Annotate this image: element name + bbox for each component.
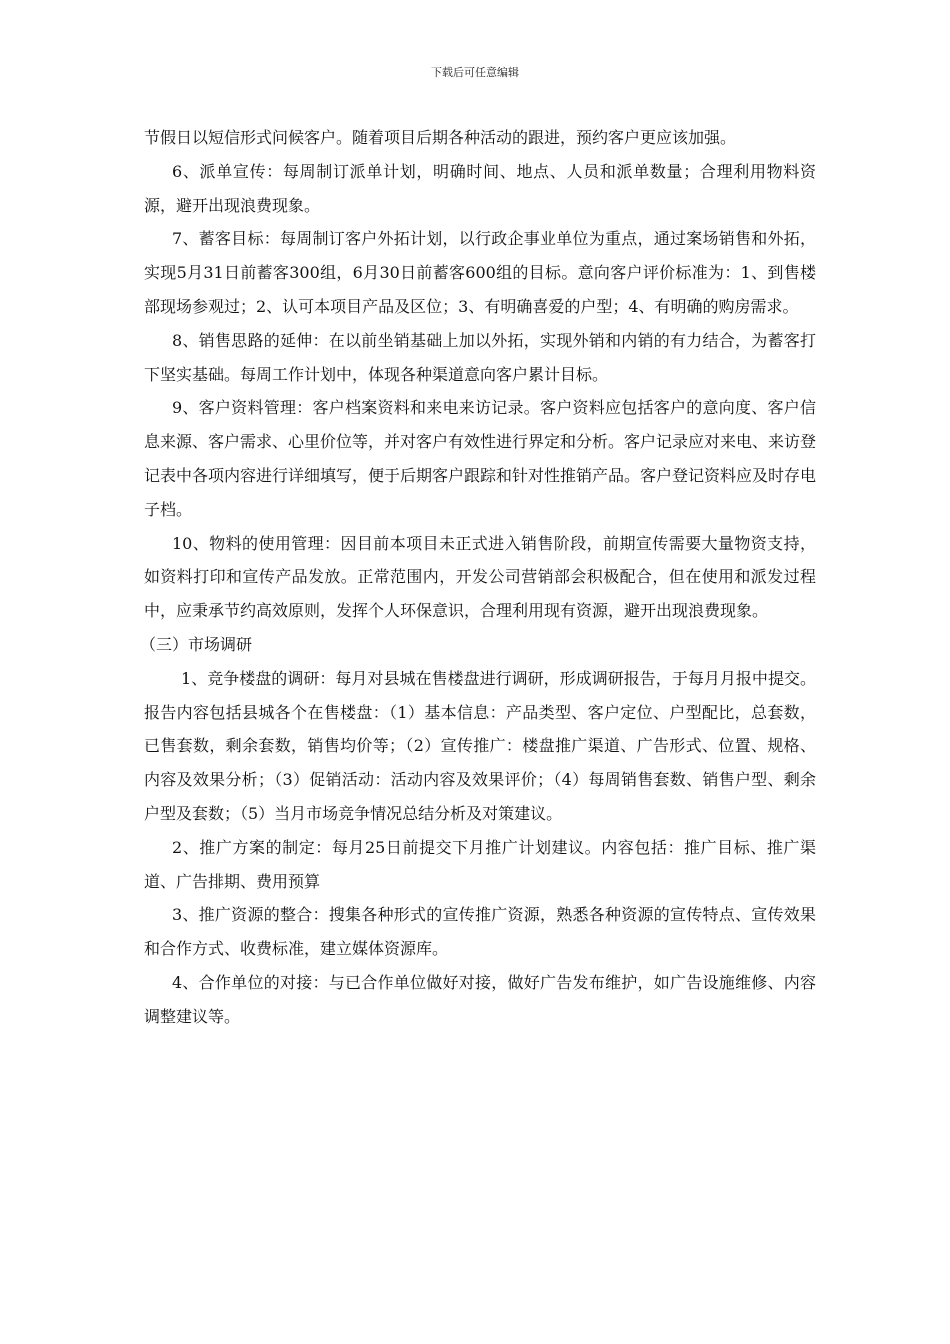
paragraph-customer-records: 9、客户资料管理：客户档案资料和来电来访记录。客户资料应包括客户的意向度、客户信息来源、客户需求、心里价位等，并对客户有效性进行界定和分析。客户记录应对来电、来访登记表中各项内容进行详细填写，便于后期客户跟踪和针对性推销产品。客户登记资料应及时存电子档。 — [144, 398, 817, 519]
paragraph-customer-target: 7、蓄客目标：每周制订客户外拓计划，以行政企事业单位为重点，通过案场销售和外拓，实现5月31日前蓄客300组，6月30日前蓄客600组的目标。意向客户评价标准为：1、到售楼部现场参观过；2、认可本项目产品及区位；3、有明确喜爱的户型；4、有明确的购房需求。 — [144, 229, 816, 316]
paragraph-competitor-research: 1、竞争楼盘的调研：每月对县城在售楼盘进行调研，形成调研报告，于每月月报中提交。报告内容包括县城各个在售楼盘：（1）基本信息：产品类型、客户定位、户型配比，总套数，已售套数，剩余套数，销售均价等；（2）宣传推广：楼盘推广渠道、广告形式、位置、规格、内容及效果分析；（3）促销活动：活动内容及效果评价；（4）每周销售套数、销售户型、剩余户型及套数；（5）当月市场竞争情况总结分析及对策建议。 — [144, 668, 816, 823]
section-heading-market-research: （三）市场调研 — [140, 634, 253, 654]
page-header: 下载后可任意编辑 — [431, 66, 519, 79]
paragraph-sales-extension: 8、销售思路的延伸：在以前坐销基础上加以外拓，实现外销和内销的有力结合，为蓄客打下坚实基础。每周工作计划中，体现各种渠道意向客户累计目标。 — [144, 330, 816, 384]
paragraph-material-management: 10、物料的使用管理：因目前本项目未正式进入销售阶段，前期宣传需要大量物资支持，如资料打印和宣传产品发放。正常范围内，开发公司营销部会积极配合，但在使用和派发过程中，应秉承节约高效原则，发挥个人环保意识，合理利用现有资源，避开出现浪费现象。 — [144, 533, 816, 621]
paragraph-holiday-sms: 节假日以短信形式问候客户。随着项目后期各种活动的跟进，预约客户更应该加强。 — [144, 128, 737, 147]
paragraph-resource-integration: 3、推广资源的整合：搜集各种形式的宣传推广资源，熟悉各种资源的宣传特点、宣传效果和合作方式、收费标准，建立媒体资源库。 — [144, 905, 816, 959]
paragraph-promotion-plan: 2、推广方案的制定：每月25日前提交下月推广计划建议。内容包括：推广目标、推广渠道、广告排期、费用预算 — [144, 837, 816, 891]
document-body — [140, 121, 817, 1034]
paragraph-partner-coordination: 4、合作单位的对接：与已合作单位做好对接，做好广告发布维护，如广告设施维修、内容调整建议等。 — [144, 972, 816, 1026]
paragraph-flyer-promotion: 6、派单宣传：每周制订派单计划，明确时间、地点、人员和派单数量；合理利用物料资源，避开出现浪费现象。 — [144, 161, 816, 215]
